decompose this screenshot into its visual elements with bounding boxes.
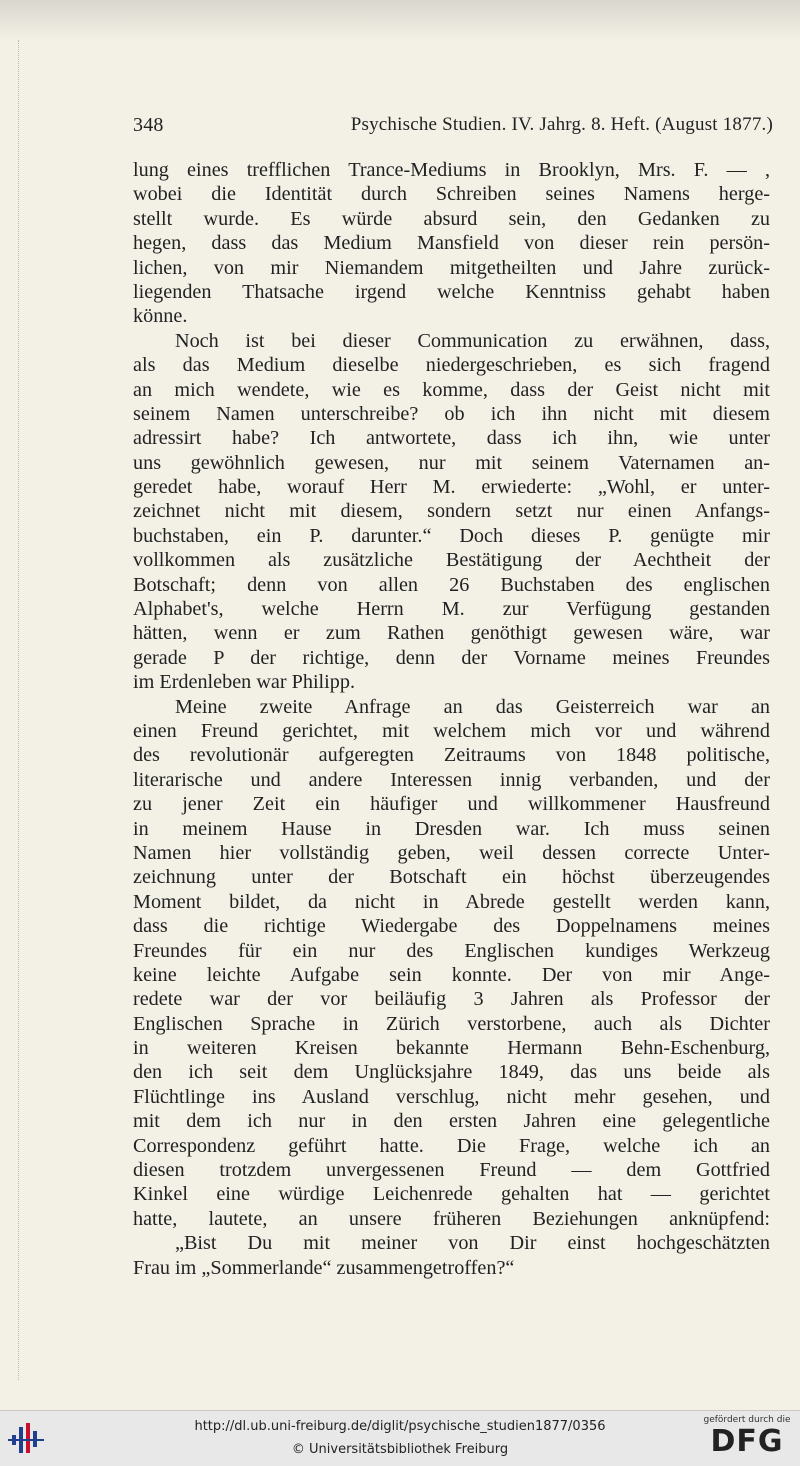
text-line: Flüchtlinge ins Ausland verschlug, nicht mehr gesehen, und <box>133 1085 770 1108</box>
copyright-text: © Universitätsbibliothek Freiburg <box>291 1442 509 1457</box>
text-line: seinem Namen unterschreibe? ob ich ihn nicht mit diesem <box>133 402 770 425</box>
page-number: 348 <box>133 114 164 136</box>
source-url-link[interactable]: http://dl.ub.uni-freiburg.de/diglit/psychische_studien1877/0356 <box>194 1419 606 1434</box>
text-line: Alphabet's, welche Herrn M. zur Verfügung gestanden <box>133 598 770 621</box>
text-line: in weiteren Kreisen bekannte Hermann Behn-Eschenburg, <box>133 1037 770 1060</box>
text-line: geredet habe, worauf Herr M. erwiederte: „Wohl, er unter- <box>133 476 770 499</box>
text-line: gerade P der richtige, denn der Vorname meines Freundes <box>133 646 770 669</box>
text-line: in meinem Hause in Dresden war. Ich muss seinen <box>133 817 770 840</box>
viewer-footer <box>0 1410 800 1466</box>
text-line: Englischen Sprache in Zürich verstorbene, auch als Dichter <box>133 1012 770 1035</box>
text-line: Correspondenz geführt hatte. Die Frage, welche ich an <box>133 1134 770 1157</box>
text-line: des revolutionär aufgeregten Zeitraums von 1848 politische, <box>133 744 770 767</box>
text-line: uns gewöhnlich gewesen, nur mit seinem Vaternamen an- <box>133 451 770 474</box>
text-line: zeichnet nicht mit diesem, sondern setzt nur einen Anfangs- <box>133 500 770 523</box>
dfg-logo <box>702 1415 792 1463</box>
text-line: den ich seit dem Unglücksjahre 1849, das uns beide als <box>133 1061 770 1084</box>
text-line: „Bist Du mit meiner von Dir einst hochgeschätzten <box>175 1232 770 1255</box>
text-line: lichen, von mir Niemandem mitgetheilten und Jahre zurück- <box>133 256 770 279</box>
text-line: Frau im „Sommerlande“ zusammengetroffen?“ <box>133 1256 515 1279</box>
text-line: zu jener Zeit ein häufiger und willkommener Hausfreund <box>133 793 770 816</box>
dfg-funding-text: gefördert durch die <box>703 1415 791 1425</box>
text-line: stellt wurde. Es würde absurd sein, den Gedanken zu <box>133 207 770 230</box>
running-header <box>133 114 773 137</box>
text-line: mit dem ich nur in den ersten Jahren eine gelegentliche <box>133 1110 770 1133</box>
text-line: literarische und andere Interessen innig verbanden, und der <box>133 768 770 791</box>
header-title: Psychische Studien. IV. Jahrg. 8. Heft. (August 1877.) <box>350 114 773 135</box>
text-line: Noch ist bei dieser Communication zu erwähnen, dass, <box>175 329 770 352</box>
text-line: zeichnung unter der Botschaft ein höchst überzeugendes <box>133 866 770 889</box>
text-line: lung eines trefflichen Trance-Mediums in Brooklyn, Mrs. F. — , <box>133 159 770 181</box>
text-line: dass die richtige Wiedergabe des Doppelnamens meines <box>133 915 770 938</box>
text-line: diesen trotzdem unvergessenen Freund — dem Gottfried <box>133 1159 770 1182</box>
text-line: adressirt habe? Ich antwortete, dass ich ihn, wie unter <box>133 427 770 450</box>
text-line: Moment bildet, da nicht in Abrede gestellt werden kann, <box>133 890 770 913</box>
text-line: Botschaft; denn von allen 26 Buchstaben des englischen <box>133 573 770 596</box>
scan-top-edge <box>0 0 800 40</box>
text-line: liegenden Thatsache irgend welche Kenntniss gehabt haben <box>133 280 770 303</box>
text-line: an mich wendete, wie es komme, dass der Geist nicht mit <box>133 378 770 401</box>
text-line: hätten, wenn er zum Rathen genöthigt gewesen wäre, war <box>133 622 770 645</box>
text-line: hatte, lautete, an unsere früheren Beziehungen anknüpfend: <box>133 1207 770 1230</box>
text-line: Kinkel eine würdige Leichenrede gehalten hat — gerichtet <box>133 1183 770 1206</box>
text-line: buchstaben, ein P. darunter.“ Doch dieses P. genügte mir <box>133 524 770 547</box>
text-line: im Erdenleben war Philipp. <box>133 671 356 694</box>
text-line: redete war der vor beiläufig 3 Jahren als Professor der <box>133 988 770 1011</box>
text-line: wobei die Identität durch Schreiben seines Namens herge- <box>133 183 770 206</box>
text-line: Meine zweite Anfrage an das Geisterreich war an <box>175 695 770 718</box>
text-line: als das Medium dieselbe niedergeschrieben, es sich fragend <box>133 354 770 377</box>
text-line: hegen, dass das Medium Mansfield von dieser rein persön- <box>133 232 770 255</box>
dfg-logo-text: DFG <box>710 1424 784 1459</box>
text-line: Namen hier vollständig geben, weil dessen correcte Unter- <box>133 841 770 864</box>
body-text <box>133 158 770 1280</box>
scan-left-edge <box>0 40 19 1380</box>
text-line: keine leichte Aufgabe sein konnte. Der von mir Ange- <box>133 963 770 986</box>
text-line: Freundes für ein nur des Englischen kundiges Werkzeug <box>133 939 770 962</box>
text-line: könne. <box>133 305 188 328</box>
text-line: einen Freund gerichtet, mit welchem mich vor und während <box>133 719 770 742</box>
text-line: vollkommen als zusätzliche Bestätigung der Aechtheit der <box>133 549 770 572</box>
